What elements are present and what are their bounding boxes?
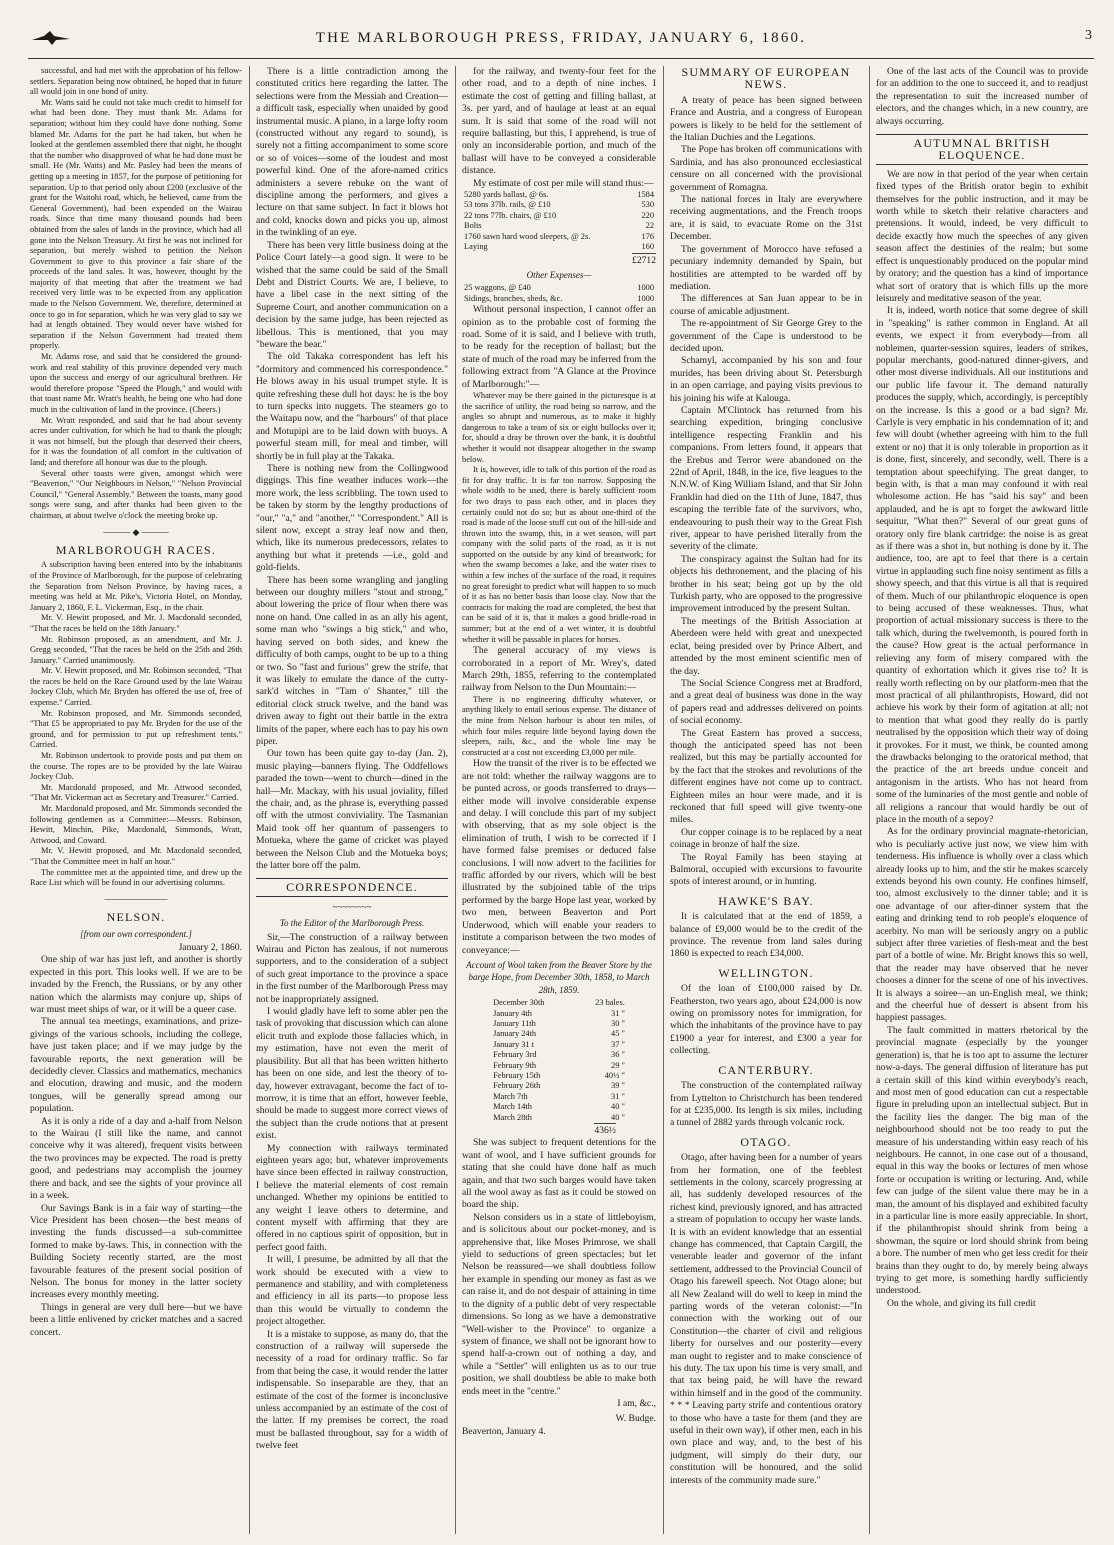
paragraph: As it is only a ride of a day and a-half from Nelson to the Wairau (I still like the name, and cannot conceive why it was altered), frequent visits between the two provinces may be expected. The road is pretty good, and pedestrians may accomplish the journey there and back, and see the sights of your province all in a week.: [30, 1115, 242, 1202]
row-label: 1760 sawn hard wood sleepers, @ 2s.: [464, 231, 591, 241]
paragraph: Mr. Macdonald proposed, and Mr. Attwood seconded, "That Mr. Vickerman act as Secretary and Treasurer." Carried.: [30, 782, 242, 803]
column-rule: [455, 66, 456, 1534]
paragraph: Mr. Adams rose, and said that he considered the ground-work and real stability of this province depended very much upon the success and energy of our agricultural brethren. He would therefore propose "Speed the Plough," and would with that toast name Mr. Wratt's health, he being one who had done much in the cultivation of land in the province. (Cheers.): [30, 352, 242, 414]
paragraph: Our town has been quite gay to-day (Jan. 2), music playing—banners flying. The Oddfellows paraded the town—went to church—dined in the hall—Mr. Mackay, with his usual joviality, filled the chair, and, as the phrase is, everything passed off with the utmost conviviality. The Tasmanian Maid took off her quantum of passengers to Motueka, where the game of cricket was played between the Nelson Club and the Motueka boys; the latter bore off the palm.: [256, 748, 448, 871]
row-label: 25 waggons, @ £40: [464, 283, 531, 293]
paragraph: The meetings of the British Association at Aberdeen were held with great and unexpected eclat, being presided over by Prince Albert, and attended by the most eminent scientific men of the day.: [670, 615, 862, 677]
row-label: February 3rd: [493, 1050, 537, 1060]
table-row: [491, 1029, 627, 1039]
row-label: 53 tons 37lb. rails, @ £10: [464, 200, 551, 210]
paragraph: Without personal inspection, I cannot offer an opinion as to the probable cost of forming the road. Some of it is said, and I believe with truth, to be ready for the reception of ballast; but the state of much of the road may be inferred from the following extract from "A Glance at the Province of Marlborough:"—: [462, 304, 656, 390]
paragraph: The annual tea meetings, examinations, and prize-givings of the various schools, including the college, have just taken place; and if we may judge by the favourable reports, the next generation will be decidedly clever. Classics and mathematics, mechanics and elocution, drawing and music, and the modern tongues, will be generally spread among our population.: [30, 1016, 242, 1115]
paragraph: As for the ordinary provincial magnate-rhetorician, who is peculiarly active just now, we view him with tenderness. His influence is wholly over a class which already looks up to him, and the stir he makes scarcely extends beyond his own county. He confines himself, too, almost exclusively to the dinner table; and it is one advantage of our after-dinner system that the eating and drinking tend to rob people's eloquence of acerbity. No man will be seriously angry on a public subject after three varieties of flesh-meat and the best part of a bottle of wine. Mr. Bright knows this so well, that the reader may have observed that he never chooses a dinner for the scene of one of his invectives. It is always a soiree—an un-English meal, we think; and the cheerful hue of dessert is absent from his happiest passages.: [876, 826, 1088, 1024]
paragraph: One ship of war has just left, and another is shortly expected in this port. This looks well. If we are to be invaded by the French, the Russians, or by any other nation which the alarmists may conjure up, ships of war must meet ships of war, or it will be a queer case.: [30, 954, 242, 1015]
row-label: 5280 yards ballast, @ 6s.: [464, 190, 549, 200]
paragraph: She was subject to frequent detentions for the want of wool, and I have sufficient grounds for stating that she could have done half as much again, and that two such barges would have taken all the wool away as fast as it could be stowed on board the ship.: [462, 1137, 656, 1211]
paragraph: The Great Eastern has proved a success, though the anticipated speed has not been realized, but this may be partially accounted for by the fact that the strokes and revolutions of the different engines have not come up to contract. Eighteen miles an hour were made, and it is reckoned that full speed will give twenty-one miles.: [670, 727, 862, 826]
row-value: 31 ": [611, 1091, 625, 1101]
row-label: Sidings, branches, sheds, &c.: [464, 293, 563, 303]
paragraph: Captain M'Clintock has returned from his searching expedition, bringing conclusive intelligence respecting Franklin and his companions. From letters found, it appears that the Erebus and Terror were abandoned on the 22nd of April, 1848, in the ice, five leagues to the N.N.W. of King William Island, and that Sir John Franklin had died on the 11th of June, 1847, thus escaping the terrible fate of the survivors, who, endeavouring to push their way to the Great Fish river, appear to have perished literally from the severity of the climate.: [670, 404, 862, 553]
row-label: January 11th: [493, 1018, 536, 1028]
paragraph: There is a little contradiction among the constituted critics here regarding the latter. The selections were from the Messiah and Creation—a difficult task, especially when unaided by good instrumental music. A piano, in a large lofty room (constructed without any regard to sound), is surely not a fitting accompaniment to some score or so of voices—some of the loudest and most powerful kind. One of the afore-named critics administers a severe rebuke on the want of discipline among the performers, and gives a lecture on that same subject. In fact it blows hot and cold, knocks down and picks you up, almost in the twinkling of an eye.: [256, 66, 448, 239]
row-label: March 28th: [493, 1112, 532, 1122]
table-row: [491, 1113, 627, 1123]
paragraph: On the whole, and giving its full credit: [887, 1297, 1036, 1309]
paragraph: A treaty of peace has been signed between France and Austria, and a congress of European powers is likely to be held for the settlement of the Italian Duchies and the Legations.: [670, 94, 862, 144]
paragraph: Things in general are very dull here—but we have been a little enlivened by cricket matches and a sacred concert.: [30, 1301, 242, 1338]
table-row: [491, 1009, 627, 1019]
paragraph: The Pope has broken off communications with Sardinia, and has also pronounced ecclesiastical censure on all concerned with the provisional government of Romagna.: [670, 144, 862, 193]
column-4: [670, 66, 862, 1530]
row-value: 530: [641, 200, 654, 210]
paragraph: for the railway, and twenty-four feet for the other road, and to a depth of nine inches. I estimate the cost of getting and filling ballast, at 3s. per yard, and of haulage at least at an equal sum. It is said that some of the road will not require ballasting, but this, I apprehend, is true of only an inconsiderable portion, and much of the ballast will have to be conveyed a considerable distance.: [462, 66, 656, 177]
row-label: February 15th: [493, 1070, 541, 1080]
table-row: [462, 190, 656, 200]
row-label: February 26th: [493, 1081, 541, 1091]
paragraph: The government of Morocco have refused a pecuniary indemnity demanded by Spain, but hostilities are attempted to be warded off by mediation.: [670, 243, 862, 292]
paragraph: It will, I presume, be admitted by all that the work should be executed with a view to permanence and stability, and with completeness and efficiency in all its parts—to propose less than this would be virtually to condemn the project altogether.: [256, 1254, 448, 1328]
wool-total: 436½: [594, 1125, 616, 1136]
place-date: Beaverton, January 4.: [462, 1425, 546, 1437]
row-value: 37 ": [611, 1039, 625, 1049]
quotation: There is no engineering difficulty whatever, or anything likely to entail serious expense. The distance of the mine from Nelson harbour is about ten miles, of which four miles require little beyond laying down the sleepers, rails, &c., and the whole line may be constructed at a cost not exceeding £3,000 per mile.: [462, 694, 656, 757]
closing: I am, &c.,: [617, 1397, 656, 1409]
row-value: 176: [641, 231, 654, 241]
section-heading-hawkes-bay: HAWKE'S BAY.: [718, 893, 814, 908]
table-row: [462, 242, 656, 252]
paragraph: successful, and had met with the approbation of his fellow-settlers. Separation being now obtained, he hoped that in future all would join in one bond of unity.: [30, 66, 242, 97]
table-row: [462, 283, 656, 293]
row-value: 40 ": [611, 1112, 625, 1122]
paragraph: The Social Science Congress met at Bradford, and a great deal of business was done in the way of papers read and addresses delivered on points of social economy.: [670, 677, 862, 727]
other-expenses-table: [462, 283, 656, 304]
paragraph: Mr. Robinson proposed, and Mr. Simmonds seconded, "That £5 be appropriated to pay Mr. Bryden for the use of the ground, and for permission to put up refreshment tents." Carried.: [30, 708, 242, 750]
row-value: 1000: [637, 283, 654, 293]
row-label: Laying: [464, 242, 488, 252]
paragraph: The old Takaka correspondent has left his "dormitory and commenced his correspondence." He blows away in his usual trumpet style. It is quite refreshing these dull hot days: he is the boy to turn specks into nuggets. The steamers go to the Waitapu now, and the "harbours" of that place and Motupipi are to be laid down with buoys. A powerful steam mill, for meal and timber, will shortly be in full play at the Takaka.: [256, 351, 448, 462]
wool-table-caption: Account of Wool taken from the Beaver Store by the barge Hope, from December 30th, 1858, to March 28th, 1859.: [466, 959, 652, 995]
section-heading-canterbury: CANTERBURY.: [718, 1062, 814, 1077]
paragraph: The fault committed in matters rhetorical by the provincial magnate (especially by the younger generation) is, that he is too apt to assume the lecturer now-a-days. The general diffusion of literature has put a certain skill of this kind within everybody's reach, and most men of good education can cut a respectable figure in preluding upon an intellectual subject. But in the facility lies the danger. The big man of the neighbourhood should not be too ready to put the measure of his understanding within easy reach of his neighbours. He cannot, in one case out of a thousand, equal in this way the books or lectures of men whose forte or occupation is writing or lecturing. And, while few can judge of the silent value there may be in a man, the amount of his displayed and exhibited faculty in a particular line is more easily appreciable. In short, if the philanthropist should shrink from being a showman, the squire or lord should shrink from being a bore. The number of men who get less credit for their brains than they ought to do, by merely being always trying to get more, is something hardly sufficiently understood.: [876, 1024, 1088, 1297]
letter-address: To the Editor of the Marlborough Press.: [279, 918, 425, 929]
row-value: 23 bales.: [595, 998, 625, 1008]
row-value: 1584: [637, 190, 654, 200]
row-label: January 31 t: [493, 1039, 535, 1049]
paragraph: There is nothing new from the Collingwood diggings. This fine weather induces work—the more work, the less scribbling. The town used to be taken by storm by the lengthy productions of "our," "a," and "another," "Correspondent." All is silent now, except a stray leaf now and then, which, like its numerous predecessors, relates to anything but what it pretends —i.e., gold and gold-fields.: [256, 463, 448, 574]
row-value: 1000: [637, 293, 654, 303]
quotation: It is, however, idle to talk of this portion of the road as fit for dray traffic. It is far too narrow. Supposing the whole width to be used, there is barely sufficient room for two drays to pass each other, and in places they certainly could not do so; but as about one-third of the road is made of the loose stuff cut out of the hill-side and thrown into the swamp, this, in a wet season, will part company with the solid parts of the road, as it is not supported on the outside by any kind of breastwork; for when the swamp becomes a lake, and the water rises to within a few inches of the surface of the road, it requires no great foresight to predict what will happen to so much of it as has no better basis than loose clay. Now that the contracts for making the road are completed, the best that can be said of it is, that it makes a good bridle-road in summer; but at the end of a wet winter, it is doubtful whether it will be passable in places for horses.: [462, 465, 656, 644]
masthead: [28, 22, 1094, 59]
row-label: December 30th: [493, 998, 545, 1008]
paragraph: Mr. Macdonald proposed, and Mr. Simmonds seconded the following gentlemen as a Committee:—Messrs. Robinson, Hewitt, Minchin, Pike, Macdonald, Simmonds, Wratt, Attwood, and Coward.: [30, 804, 242, 845]
row-label: Bolts: [464, 221, 482, 231]
divider-ornament: ~~~~~~~~: [332, 901, 372, 912]
row-value: 29 ": [611, 1060, 625, 1070]
table-row: [491, 1050, 627, 1060]
table-row: [462, 232, 656, 242]
paragraph: The conspiracy against the Sultan had for its objects his dethronement, and the placing of his brother in his seat; being got up by the old Turkish party, who are opposed to the progressive improvement introduced by the present Sultan.: [670, 553, 862, 615]
paragraph: Mr. Watts said he could not take much credit to himself for what had been done. They must thank Mr. Adams for separation; without him they could have done nothing. Some blamed Mr. Adams for the part he had taken, but when he looked at the gentlemen assembled there that night, he thought that the number who disapproved of what he had done must be small. He (Mr. Watts) and Mr. Pasley had been the means of getting up a meeting in 1857, for the purpose of petitioning for separation. Up to that period only about £200 (exclusive of the grant for the Waitohi road, which, he believed, came from the General Government), had been expended on the Wairau roads. Since that time many thousand pounds had been obtained from the sales of lands in the province, which had all gone into the Nelson Treasury. At first he was not inclined for separation, but merely wished to petition the Nelson Government to give to this province a fair share of the proceeds of the land sales. It was, however, thought by the majority of that meeting that after the treatment we had received very little was to be expected from any application made to the Nelson Government. We, therefore, determined at once to go in for separation, which he was very glad to say we had at length obtained. They would never have wished for separation if the Nelson Government had treated them properly.: [30, 97, 242, 351]
paragraph: The re-appointment of Sir George Grey to the government of the Cape is understood to be decided upon.: [670, 318, 862, 354]
wool-table: [491, 998, 627, 1123]
paragraph: Otago, after having been for a number of years from her formation, one of the feeblest settlements in the colony, scarcely progressing at all, has suddenly developed resources of the richest kind, previously ignored, and has attracted a stream of population to occupy her waste lands. It is with an evident knowledge that an essential change has commenced, that Captain Cargill, the venerable leader and governor of the infant settlement, addressed to the Provincial Council of Otago his farewell speech. Not Otago alone; but all New Zealand will do well to keep in mind the parting words of the veteran colonist:—"In connection with the working out of our Constitution—the charter of civil and religious liberty for ourselves and our posterity—every man ought to register and to make conscience of his duty. The tax upon his time is very small, and that tax being paid, he will have the reward within himself and in the good of the community. * * * Leaving party strife and contentious oratory to those who have a taste for them (and they are useful in their own way), if other men, each in his own place and way, and, to the best of his judgment, will simply do their duty, our constitution will be honoured, and the solid interests of the community made sure.": [670, 1152, 862, 1486]
column-rule: [663, 66, 664, 1534]
paragraph: Schamyl, accompanied by his son and four murides, has been driving about St. Petersburgh in an open carriage, and paying visits previous to his joining his wife at Kalouga.: [670, 355, 862, 404]
paragraph: My connection with railways terminated eighteen years ago; but, whatever improvements have since been effected in railway construction, I believe the material elements of cost remain unchanged. Whether my opinions be entitled to any weight I leave others to determine, and content myself with affirming that they are offered in no captious spirit of opposition, but in perfect good faith.: [256, 1142, 448, 1253]
table-row: [491, 1081, 627, 1091]
divider-ornament: ——— ◆ ———: [103, 526, 169, 537]
paragraph: The national forces in Italy are everywhere receiving augmentations, and the French troops are, it is said, to evacuate Rome on the 31st December.: [670, 194, 862, 243]
paragraph: Mr. V. Hewitt proposed, and Mr. J. Macdonald seconded, "That the races be held on the 18th January.": [30, 613, 242, 633]
table-row: [462, 211, 656, 221]
paragraph: One of the last acts of the Council was to provide for an addition to the one to succeed it, and to readjust the representation to suit the increased number of electors, and the changes which, in a new country, are always occurring.: [876, 66, 1088, 127]
table-row: [491, 998, 627, 1008]
section-heading-marlborough-races: MARLBOROUGH RACES.: [55, 542, 217, 557]
dateline: January 2, 1860.: [178, 941, 242, 953]
table-row: [491, 1019, 627, 1029]
paragraph: Mr. V. Hewitt proposed, and Mr. Macdonald seconded, "That the Committee meet in half an hour.": [30, 846, 242, 866]
row-label: March 14th: [493, 1102, 532, 1112]
paragraph: The committee met at the appointed time, and drew up the Race List which will be found in our advertising columns.: [30, 867, 242, 888]
column-rule: [249, 66, 250, 1534]
signature: W. Budge.: [615, 1413, 656, 1425]
section-heading-european-news: SUMMARY OF EUROPEAN NEWS.: [681, 66, 851, 92]
row-value: 31 ": [611, 1008, 625, 1018]
table-row: [491, 1040, 627, 1050]
row-value: 22: [645, 221, 654, 231]
row-value: 160: [641, 242, 654, 252]
cost-estimate-table: [462, 190, 656, 252]
table-row: [462, 221, 656, 231]
section-heading-nelson: NELSON.: [106, 910, 166, 925]
column-2: [256, 66, 448, 1530]
column-1: [30, 66, 242, 1530]
row-value: 220: [641, 210, 654, 220]
row-label: February 9th: [493, 1060, 537, 1070]
column-5: [876, 66, 1088, 1530]
paragraph: Of the loan of £100,000 raised by Dr. Featherston, two years ago, about £24,000 is now owing on promissory notes for immigration, for which the inhabitants of the province have to pay £1900 a year for interest, and £300 a year for collecting.: [670, 983, 862, 1057]
paragraph: We are now in that period of the year when certain fixed types of the British orator begin to exhibit themselves for the public instruction, and it may be worth while to sketch their relative characters and pretensions. It would, indeed, be very difficult to decide exactly how much the speeches of any given season affect the destinies of the realm; but some effect is unquestionably produced on the popular mind by oratory; and the question has a kind of importance what sort of oratory that is which fills up the more leisurely and meditative season of the year.: [876, 168, 1088, 304]
paragraph: Nelson considers us in a state of littleboyism, and is solicitous about our pocket-money, and is apprehensive that, like Moses Primrose, we shall yield to seductions of green spectacles; but let Nelson be reassured—we shall doubtless follow her example in spending our money as fast as we can raise it, and do not despair of attaining in time to the dignity of a public debt of very respectable dimensions. So long as we have a demonstrative "Well-wisher to the Province" to organize a system of finance, we shall not be ignorant how to spend half-a-crown out of nothing a day, and while a "Settler" will enlighten us as to our true position, we shall doubtless be able to make both ends meet in the "centre.": [462, 1211, 656, 1397]
paragraph: Mr. Robinson proposed, as an amendment, and Mr. J. Gregg seconded, "That the races be held on the 25th and 26th January." Carried unanimously.: [30, 634, 242, 665]
estimate-total: £2712: [632, 254, 656, 266]
table-row: [491, 1092, 627, 1102]
paragraph: There has been some wrangling and jangling between our doughty millers "stout and strong," about lowering the price of flour when there was none on hand. One called in as an ally his agent, some man who "swings a big stick," and who, having served on both sides, and knew the difficulty of both camps, ought to be up to a thing or two. So "fast and furious" grew the strife, that it was likely to emulate the dance of the cutty-sark'd witches in "Tam o' Shanter," till the editorial clock struck twelve, and the band was driven away to fight out their battle in the extra limits of the paper, where each has to pay his own piper.: [256, 574, 448, 747]
paragraph: It is calculated that at the end of 1859, a balance of £9,000 would be to the credit of the province. The revenue from land sales during 1860 is expected to reach £34,000.: [670, 911, 862, 960]
paragraph: I would gladly have left to some abler pen the task of provoking that discussion which can alone elicit truth and explode those fallacies which, in my estimation, have not even the merit of plausibility. But all that has been written hitherto has been on one side, and lest the theory of to-day, however extravagant, become the fact of to-morrow, it is time that an effort, however feeble, should be made to suggest more correct views of the subject than the crude notions that at present exist.: [256, 1006, 448, 1142]
row-label: March 7th: [493, 1091, 528, 1101]
section-heading-correspondence: CORRESPONDENCE.: [256, 878, 448, 896]
paragraph: How the transit of the river is to be effected we are not told: whether the railway waggons are to be punted across, or goods transferred to drays—either mode will involve considerable expense and delay. I will conclude this part of my subject with observing, that as my sole object is the elimination of truth, I wish to be corrected if I have formed false premises or deduced false conclusions. I will now advert to the facilities for traffic afforded by our rivers, which will be best illustrated by the subjoined table of the trips performed by the barge Hope last year, worked by two men, between Beaverton and Port Underwood, which will enable your readers to institute a comparison between the two modes of conveyance:—: [462, 758, 656, 956]
paragraph: It is a mistake to suppose, as many do, that the construction of a railway will supersede the necessity of a road for ordinary traffic. So far from that being the case, it would render the latter indispensable. So inseparable are they, that an estimate of the cost of the former is inconclusive unless accompanied by an estimate of the cost of the latter. If my premises be correct, the road must be ballasted throughout, say for a width of twelve feet: [256, 1328, 448, 1452]
paragraph: Sir,—The construction of a railway between Wairau and Picton has zealous, if not numerous supporters, and to the consideration of a subject of such great importance to the province a space in the first number of the Marlborough Press may not be inappropriately assigned.: [256, 931, 448, 1005]
row-label: 22 tons 77lb. chairs, @ £10: [464, 210, 557, 220]
row-value: 30 ": [611, 1018, 625, 1028]
row-value: 36 ": [611, 1050, 625, 1060]
row-label: January 24th: [493, 1029, 537, 1039]
paragraph: Mr. Wratt responded, and said that he had about seventy acres under cultivation, for which he had to thank the plough; it was not himself, but the plough that deserved their cheers, for it was the foundation of all comfort in the cultivation of land; and therefore all honour was due to the plough.: [30, 415, 242, 467]
paragraph: Our Savings Bank is in a fair way of starting—the Vice President has been chosen—the best means of investing the funds discussed—a sub-committee formed to make by-laws. This, in connection with the Building Society recently started, are the most favourable features of the present social position of Nelson. The bonus for money in the latter society increases every monthly meeting.: [30, 1202, 242, 1301]
divider-ornament: ———————: [104, 893, 168, 904]
other-expenses-label: Other Expenses—: [526, 269, 592, 280]
table-row: [462, 200, 656, 210]
column-rule: [869, 66, 870, 1534]
masthead-title: THE MARLBOROUGH PRESS, FRIDAY, JANUARY 6, 1860.: [315, 30, 807, 46]
row-value: 39 ": [611, 1081, 625, 1091]
page-number: 3: [1085, 28, 1092, 43]
row-value: 40½ ": [604, 1070, 625, 1080]
row-label: January 4th: [493, 1008, 532, 1018]
paragraph: Mr. Robinson undertook to provide posts and put them on the course. The ropes are to be provided by the late Wairau Jockey Club.: [30, 751, 242, 782]
row-value: 45 ": [611, 1029, 625, 1039]
paragraph: My estimate of cost per mile will stand thus:—: [473, 177, 654, 189]
correspondent-line: [from our own correspondent.]: [80, 928, 192, 939]
paragraph: The differences at San Juan appear to be in course of amicable adjustment.: [670, 293, 862, 317]
paragraph: The general accuracy of my views is corroborated in a report of Mr. Wrey's, dated March 29th, 1855, referring to the contemplated railway from Nelson to the Dun Mountain:—: [462, 645, 656, 694]
table-row: [491, 1102, 627, 1112]
table-row: [462, 294, 656, 304]
paragraph: There has been very little business doing at the Police Court lately—a good sign. It were to be wished that the same could be said of the Small Debt and District Courts. We are, I believe, to have a libel case in the next sitting of the Supreme Court, and another communication on a decision by the same judge, has been rejected as libellous. This is mentioned, that you may "beware the bear.": [256, 239, 448, 350]
paragraph: Several other toasts were given, amongst which were "Beaverton," "Our Neighbours in Nelson," "Nelson Provincial Council," "General Assembly." Between the toasts, many good songs were sung, and after thanks had been given to the chairman, at about twelve o'clock the meeting broke up.: [30, 468, 242, 520]
column-3: [462, 66, 656, 1530]
section-heading-otago: OTAGO.: [740, 1134, 792, 1149]
table-row: [491, 1071, 627, 1081]
paragraph: Our copper coinage is to be replaced by a neat coinage in bronze of half the size.: [670, 826, 862, 851]
paragraph: The construction of the contemplated railway from Lyttelton to Christchurch has been tendered for at £235,000. Its length is six miles, including a tunnel of 2882 yards through volcanic rock.: [670, 1080, 862, 1129]
row-value: 40 ": [611, 1102, 625, 1112]
paragraph: It is, indeed, worth notice that some degree of skill in "speaking" is rather common in England. At all events, we expect it from everybody—from all noblemen, quarter-session squires, leaders of strikes, popular merchants, good-natured dinner-givers, and other most diverse individuals. All our institutions and our public life favour it. The demand naturally produces the supply, which, accordingly, is perceptibly on the increase. Is this a good or a bad sign? Mr. Carlyle is very emphatic in his condemnation of it; and few will doubt (whether agreeing with him to the full extent or no) that it is only tolerable in proportion as it is done, first, sincerely, and secondly, well. There is a temptation about speechifying. The great danger, to begin with, is that a man may confound it with real wholesome action. He has "said his say" and been applauded, and he is apt to forget the awkward little sequitur, "What then?" Several of our great guns of oratory only fire blank cartridge: the noise is as great as if there was a shot in, but nothing is done by it. The audience, too, are apt to feel that there is a certain virtue in applauding such fine noisy sentiment as fills a showy speech, and that this virtue is all that is required of them. Much of our philanthropic eloquence is open to being accused of these weaknesses. Thus, what proportion of actual missionary success is there to the talk which, during the twelvemonth, is poured forth in the cause? How great is the actual performance in relieving any form of misery compared with the quantity of exhortation which it gives rise to? It is really worth reflecting on by our platform-men that the most practical of all philanthropists, Howard, did not achieve his work by their form of agitation at all; not to mention that what good they really do is partly neutralised by the opposition which their way of doing it provokes. For it must, we think, be counted among the drawbacks belonging to the oratorical method, that the practice of the art breeds undue conceit and antagonism in the artists. Who has not heard from some of the luminaries of the most gentle and noble of all religions a rancour that would hardly be out of place in the mouth of a sepoy?: [876, 305, 1088, 825]
table-row: [491, 1061, 627, 1071]
quotation: Whatever may be there gained in the picturesque is at the sacrifice of utility, the road being so narrow, and the angles so abrupt and numerous, as to make it highly dangerous to take a team of six or eight bullocks over it; for, should a dray be thrown over the bank, it is doubtful whether it would not disappear altogether in the swamp below.: [462, 390, 656, 464]
section-heading-autumnal-eloquence: AUTUMNAL BRITISH ELOQUENCE.: [876, 134, 1088, 165]
paragraph: The Royal Family has been staying at Balmoral, occupied with excursions to favourite spots of interest around, or in hunting.: [670, 851, 862, 888]
section-heading-wellington: WELLINGTON.: [718, 965, 814, 980]
paragraph: A subscription having been entered into by the inhabitants of the Province of Marlborough, for the purpose of celebrating the Separation from Nelson Province, by having races, a meeting was held at Mr. Pike's, Victoria Hotel, on Monday, January 2, 1860, F. L. Vickerman, Esq., in the chair.: [30, 560, 242, 612]
paragraph: Mr. V. Hewitt proposed, and Mr. Robinson seconded, "That the races be held on the Race Ground used by the late Wairau Jockey Club, which Mr. Bryden has offered the use of, free of expense." Carried.: [30, 666, 242, 708]
